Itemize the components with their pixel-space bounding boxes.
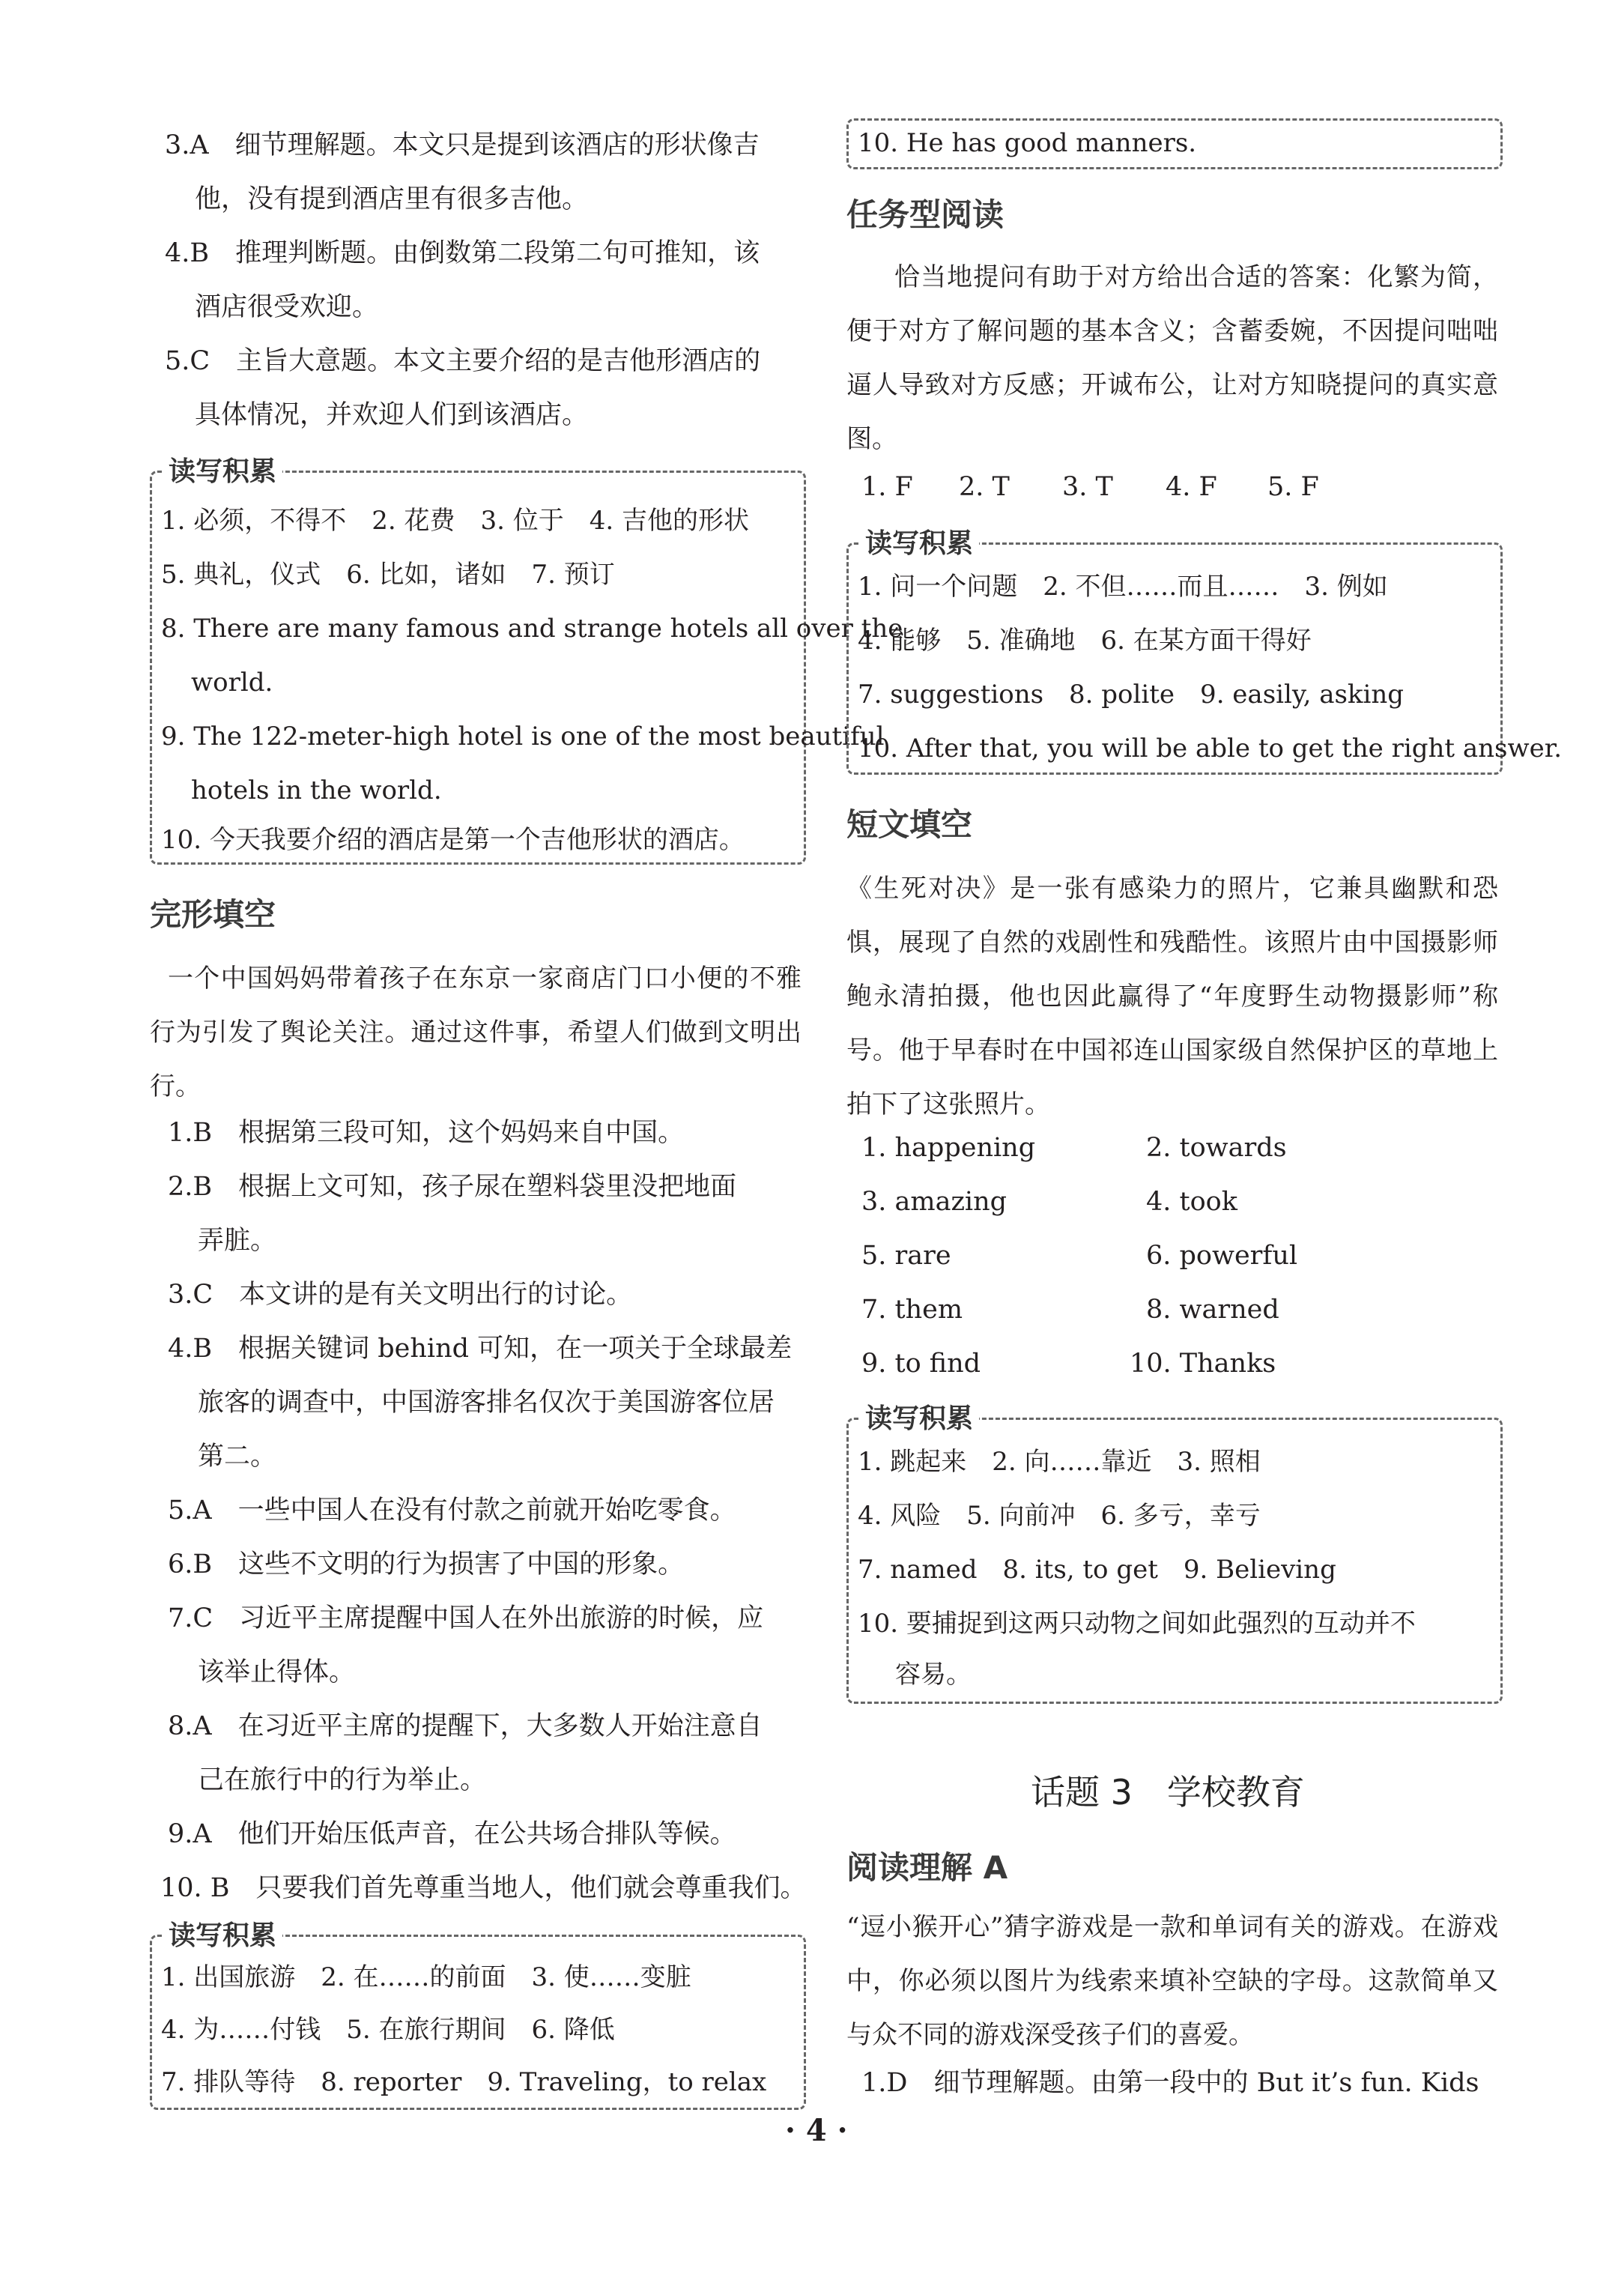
fill-answer: 5. rare <box>861 1241 951 1271</box>
box-line: 容易。 <box>895 1660 972 1690</box>
box-title: 读写积累 <box>163 1914 282 1953</box>
section-heading-fill: 短文填空 <box>846 806 973 843</box>
fill-answer: 8. warned <box>1146 1295 1279 1325</box>
reading-intro: “逗小猴开心”猜字游戏是一款和单词有关的游戏。在游戏中，你必须以图片为线索来填补空缺的字母。这款简单又与众不同的游戏深受孩子们的喜爱。 <box>846 1912 1498 2050</box>
box-line: 1. 必须，不得不 2. 花费 3. 位于 4. 吉他的形状 <box>161 506 749 536</box>
task-answer: 4. F <box>1166 472 1217 502</box>
task-answer: 2. T <box>959 472 1010 502</box>
cloze-answer: 9.A 他们开始压低声音，在公共场合排队等候。 <box>168 1819 736 1849</box>
box-line: 10. 今天我要介绍的酒店是第一个吉他形状的酒店。 <box>161 825 745 855</box>
cloze-answer: 2.B 根据上文可知，孩子尿在塑料袋里没把地面 <box>168 1172 737 1202</box>
fill-answer: 3. amazing <box>861 1187 1008 1217</box>
section-heading-reading-a: 阅读理解 A <box>846 1849 1008 1886</box>
box-line: world. <box>191 668 273 698</box>
box-line: 7. suggestions 8. polite 9. easily, asking <box>858 680 1405 710</box>
box-line: 1. 跳起来 2. 向……靠近 3. 照相 <box>858 1447 1261 1477</box>
fill-answer: 4. took <box>1146 1187 1237 1217</box>
fill-intro: 《生死对决》是一张有感染力的照片，它兼具幽默和恐惧，展现了自然的戏剧性和残酷性。该照片由中国摄影师鲍永清拍摄，他也因此赢得了“年度野生动物摄影师”称号。他于早春时在中国祁连山国家级自然保护区的草地上拍下了这张照片。 <box>846 874 1498 1119</box>
task-answer: 3. T <box>1062 472 1113 502</box>
cloze-answer: 该举止得体。 <box>198 1657 356 1687</box>
answer-4-line2: 酒店很受欢迎。 <box>195 292 379 322</box>
box-line: 1. 问一个问题 2. 不但……而且…… 3. 例如 <box>858 572 1388 602</box>
box-line: 4. 风险 5. 向前冲 6. 多亏，幸亏 <box>858 1501 1261 1531</box>
accumulation-box-4 <box>846 1403 1503 1704</box>
cloze-answer: 5.A 一些中国人在没有付款之前就开始吃零食。 <box>168 1496 736 1526</box>
topic-title: 话题 3 学校教育 <box>1031 1772 1305 1812</box>
box-line: 9. The 122-meter-high hotel is one of the most beautiful <box>161 722 885 752</box>
answer-4-line1: 4.B 推理判断题。由倒数第二段第二句可推知，该 <box>165 238 760 268</box>
box-line: 8. There are many famous and strange hotels all over the <box>161 614 903 644</box>
cloze-answer: 己在旅行中的行为举止。 <box>198 1765 487 1795</box>
answer-3-line2: 他，没有提到酒店里有很多吉他。 <box>195 184 589 214</box>
box-line: 4. 为……付钱 5. 在旅行期间 6. 降低 <box>161 2015 615 2045</box>
section-heading-cloze: 完形填空 <box>150 896 276 933</box>
cloze-answer: 8.A 在习近平主席的提醒下，大多数人开始注意自 <box>168 1711 763 1741</box>
box-line: 1. 出国旅游 2. 在……的前面 3. 使……变脏 <box>161 1962 691 1992</box>
box-line: 4. 能够 5. 准确地 6. 在某方面干得好 <box>858 626 1312 656</box>
page-number: · 4 · <box>785 2113 848 2148</box>
accumulation-box-3 <box>846 528 1563 775</box>
section-heading-task-reading: 任务型阅读 <box>846 196 1005 233</box>
fill-answer: 9. to find <box>861 1349 981 1379</box>
box-title: 读写积累 <box>859 1397 979 1436</box>
box-line: 10. After that, you will be able to get the right answer. <box>858 734 1563 764</box>
box-line: 10. He has good manners. <box>858 128 1197 158</box>
fill-answer: 10. Thanks <box>1130 1349 1276 1379</box>
cloze-answer: 10. B 只要我们首先尊重当地人，他们就会尊重我们。 <box>160 1873 807 1903</box>
cloze-answer: 3.C 本文讲的是有关文明出行的讨论。 <box>168 1280 633 1310</box>
fill-answer: 2. towards <box>1146 1133 1287 1163</box>
task-answer: 1. F <box>861 472 913 502</box>
answer-5-line1: 5.C 主旨大意题。本文主要介绍的是吉他形酒店的 <box>165 346 761 376</box>
box-title: 读写积累 <box>163 450 282 489</box>
cloze-answer: 第二。 <box>198 1442 277 1472</box>
fill-answer: 1. happening <box>861 1133 1036 1163</box>
answer-5-line2: 具体情况，并欢迎人们到该酒店。 <box>195 400 589 430</box>
accumulation-box-2 <box>150 1920 806 2110</box>
reading-answer: 1.D 细节理解题。由第一段中的 But it’s fun. Kids <box>861 2068 1479 2098</box>
box-line: 7. named 8. its, to get 9. Believing <box>858 1555 1336 1585</box>
task-answer: 5. F <box>1267 472 1319 502</box>
fill-answer: 6. powerful <box>1146 1241 1298 1271</box>
box-line: 5. 典礼，仪式 6. 比如，诸如 7. 预订 <box>161 560 615 590</box>
cloze-intro: 一个中国妈妈带着孩子在东京一家商店门口小便的不雅行为引发了舆论关注。通过这件事，希望人们做到文明出行。 <box>150 964 802 1101</box>
box-title: 读写积累 <box>859 522 979 560</box>
cloze-answer: 7.C 习近平主席提醒中国人在外出旅游的时候，应 <box>168 1603 764 1633</box>
fill-answer: 7. them <box>861 1295 963 1325</box>
box-line: hotels in the world. <box>191 775 442 805</box>
cloze-answer: 4.B 根据关键词 behind 可知，在一项关于全球最差 <box>168 1334 793 1364</box>
box-line: 7. 排队等待 8. reporter 9. Traveling，to relax <box>161 2067 767 2097</box>
cloze-answer: 弄脏。 <box>198 1226 277 1256</box>
cloze-answer: 旅客的调查中，中国游客排名仅次于美国游客位居 <box>198 1388 775 1418</box>
cloze-answer: 1.B 根据第三段可知，这个妈妈来自中国。 <box>168 1118 685 1148</box>
accumulation-box-continued <box>846 118 1503 169</box>
answer-3-line1: 3.A 细节理解题。本文只是提到该酒店的形状像吉 <box>165 130 760 160</box>
cloze-answer: 6.B 这些不文明的行为损害了中国的形象。 <box>168 1549 685 1579</box>
task-intro: 恰当地提问有助于对方给出合适的答案：化繁为简，便于对方了解问题的基本含义；含蓄委婉，不因提问咄咄逼人导致对方反感；开诚布公，让对方知晓提问的真实意图。 <box>846 262 1498 454</box>
box-line: 10. 要捕捉到这两只动物之间如此强烈的互动并不 <box>858 1609 1416 1639</box>
